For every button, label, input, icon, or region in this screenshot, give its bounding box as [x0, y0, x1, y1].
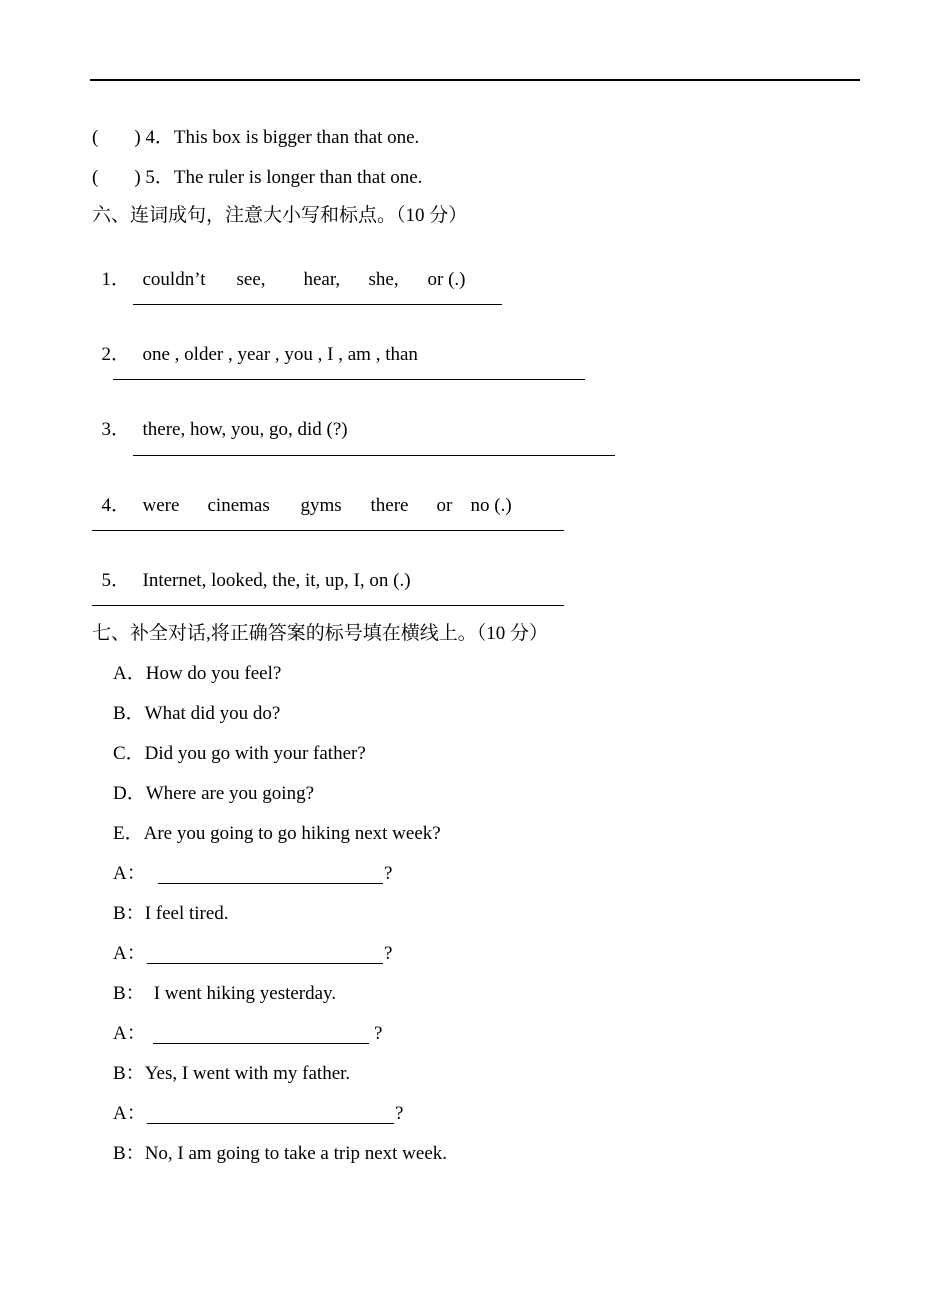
question-mark: ?: [384, 943, 393, 964]
word: cinemas: [207, 495, 270, 516]
item-number: 4．: [101, 495, 131, 516]
option-b: B．What did you do?: [113, 703, 281, 724]
answer-line-4[interactable]: [92, 530, 564, 531]
section6-item-5: [92, 548, 411, 592]
dialogue-line-8: [113, 1143, 447, 1165]
word: or (.): [427, 269, 466, 290]
section6-title: 六、连词成句，注意大小写和标点。（10 分）: [92, 205, 468, 226]
answer-line-2[interactable]: [113, 379, 585, 380]
judge-paren: (: [92, 167, 99, 188]
item-text: Internet, looked, the, it, up, I, on (.): [142, 570, 411, 591]
word: couldn’t: [142, 269, 206, 290]
speaker: A：: [113, 943, 146, 964]
dialogue-text: No, I am going to take a trip next week.: [144, 1143, 448, 1164]
speaker: B：: [113, 1063, 145, 1084]
word: she,: [368, 269, 399, 290]
section6-item-3: [92, 397, 348, 441]
speaker: A：: [113, 1023, 146, 1044]
dialogue-blank-4[interactable]: [147, 1123, 394, 1124]
dialogue-line-1: [113, 863, 146, 885]
judge-number: ) 4．: [134, 127, 174, 148]
dialogue-text: Yes, I went with my father.: [144, 1063, 351, 1084]
section6-item-4: [92, 473, 512, 517]
dialogue-blank-3[interactable]: [153, 1043, 369, 1044]
answer-line-3[interactable]: [133, 455, 615, 456]
dialogue-line-7: [113, 1103, 146, 1125]
dialogue-text: I feel tired.: [144, 903, 229, 924]
judge-text: The ruler is longer than that one.: [173, 167, 423, 188]
item-number: 3．: [101, 419, 131, 440]
dialogue-line-5: [113, 1023, 146, 1045]
section6-item-2: [92, 322, 418, 366]
speaker: B：: [113, 983, 145, 1004]
item-number: 1．: [101, 269, 131, 290]
speaker: B：: [113, 1143, 145, 1164]
item-number: 2．: [101, 344, 131, 365]
option-a: A．How do you feel?: [113, 663, 282, 684]
word: hear,: [303, 269, 341, 290]
judge-number: ) 5．: [134, 167, 174, 188]
word: were: [142, 495, 180, 516]
judge-item-5: [92, 167, 422, 189]
header-rule: [90, 79, 860, 81]
dialogue-blank-1[interactable]: [158, 883, 383, 884]
judge-item-4: [92, 127, 419, 149]
section7-title: 七、补全对话,将正确答案的标号填在横线上。（10 分）: [92, 623, 549, 644]
item-number: 5．: [101, 570, 131, 591]
section6-item-1: [92, 247, 465, 291]
speaker: A：: [113, 1103, 146, 1124]
option-d: D．Where are you going?: [113, 783, 315, 804]
item-text: one , older , year , you , I , am , than: [142, 344, 418, 365]
dialogue-line-2: [113, 903, 229, 925]
word: gyms: [300, 495, 342, 516]
speaker: B：: [113, 903, 145, 924]
option-e: E．Are you going to go hiking next week?: [113, 823, 441, 844]
answer-line-1[interactable]: [133, 304, 502, 305]
dialogue-line-6: [113, 1063, 350, 1085]
word: no (.): [470, 495, 512, 516]
speaker: A：: [113, 863, 146, 884]
judge-text: This box is bigger than that one.: [173, 127, 420, 148]
question-mark: ?: [395, 1103, 404, 1124]
item-text: there, how, you, go, did (?): [142, 419, 348, 440]
word: see,: [236, 269, 266, 290]
dialogue-text: I went hiking yesterday.: [153, 983, 337, 1004]
option-c: C．Did you go with your father?: [113, 743, 366, 764]
answer-line-5[interactable]: [92, 605, 564, 606]
word: there: [370, 495, 409, 516]
judge-paren: (: [92, 127, 99, 148]
dialogue-blank-2[interactable]: [147, 963, 383, 964]
dialogue-line-4: [113, 983, 336, 1005]
question-mark: ?: [374, 1023, 383, 1044]
word: or: [436, 495, 453, 516]
dialogue-line-3: [113, 943, 146, 965]
question-mark: ?: [384, 863, 393, 884]
